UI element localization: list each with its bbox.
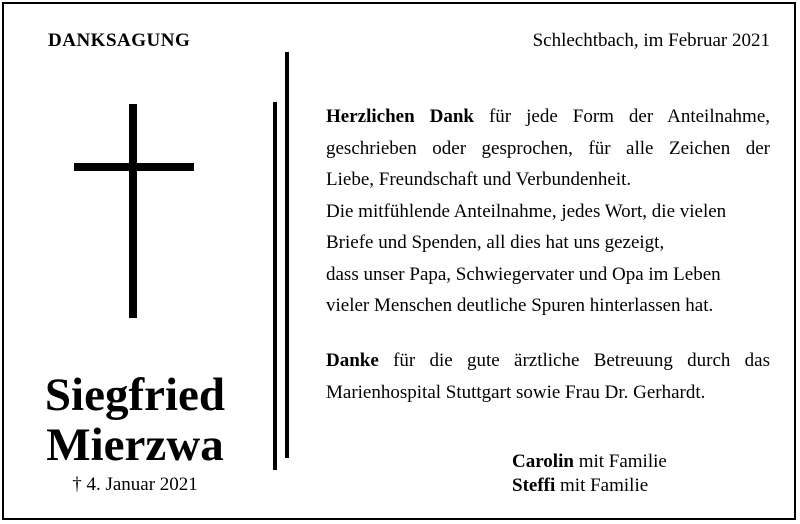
- text-line: Die mitfühlende Anteilnahme, jedes Wort, die vielen: [326, 200, 727, 222]
- text-line: geschrieben oder gesprochen, für alle Zeichen der: [326, 137, 770, 159]
- cross-icon: [74, 104, 194, 318]
- signoff-row: [512, 474, 667, 498]
- lead-bold: Danke: [326, 350, 379, 371]
- doctor-thanks-paragraph: [326, 345, 770, 408]
- lead-bold: Herzlichen Dank: [326, 106, 474, 127]
- heading: DANKSAGUNG: [48, 30, 191, 51]
- signoff-row: [512, 450, 667, 474]
- divider-line-right: [285, 52, 289, 458]
- text-line: Marienhospital Stuttgart sowie Frau Dr. Gerhardt.: [326, 381, 706, 403]
- signoff: [512, 450, 667, 498]
- text-line: vieler Menschen deutliche Spuren hinterlassen hat.: [326, 295, 714, 316]
- signoff-name: Steffi: [512, 475, 556, 496]
- deceased-last-name: Mierzwa: [46, 419, 224, 471]
- signoff-suffix: mit Familie: [578, 451, 667, 472]
- text-fragment: für jede Form der Anteilnahme,: [488, 106, 771, 127]
- cross-vertical-bar: [129, 104, 137, 318]
- text-line: Liebe, Freundschaft und Verbundenheit.: [326, 169, 632, 190]
- place-date: Schlechtbach, im Februar 2021: [532, 30, 770, 51]
- text-fragment: für die gute ärztliche Betreuung durch das: [393, 350, 771, 371]
- text-line: dass unser Papa, Schwiegervater und Opa im Leben: [326, 263, 721, 285]
- thanks-paragraph: [326, 101, 770, 322]
- text-line: [326, 345, 770, 377]
- death-date: † 4. Januar 2021: [72, 474, 198, 495]
- signoff-name: Carolin: [512, 451, 574, 472]
- deceased-first-name: Siegfried: [44, 369, 226, 421]
- divider-line-left: [273, 102, 277, 470]
- signoff-suffix: mit Familie: [560, 475, 649, 496]
- text-line: [326, 101, 770, 133]
- text-line: Briefe und Spenden, all dies hat uns gezeigt,: [326, 232, 665, 253]
- cross-horizontal-bar: [74, 163, 194, 171]
